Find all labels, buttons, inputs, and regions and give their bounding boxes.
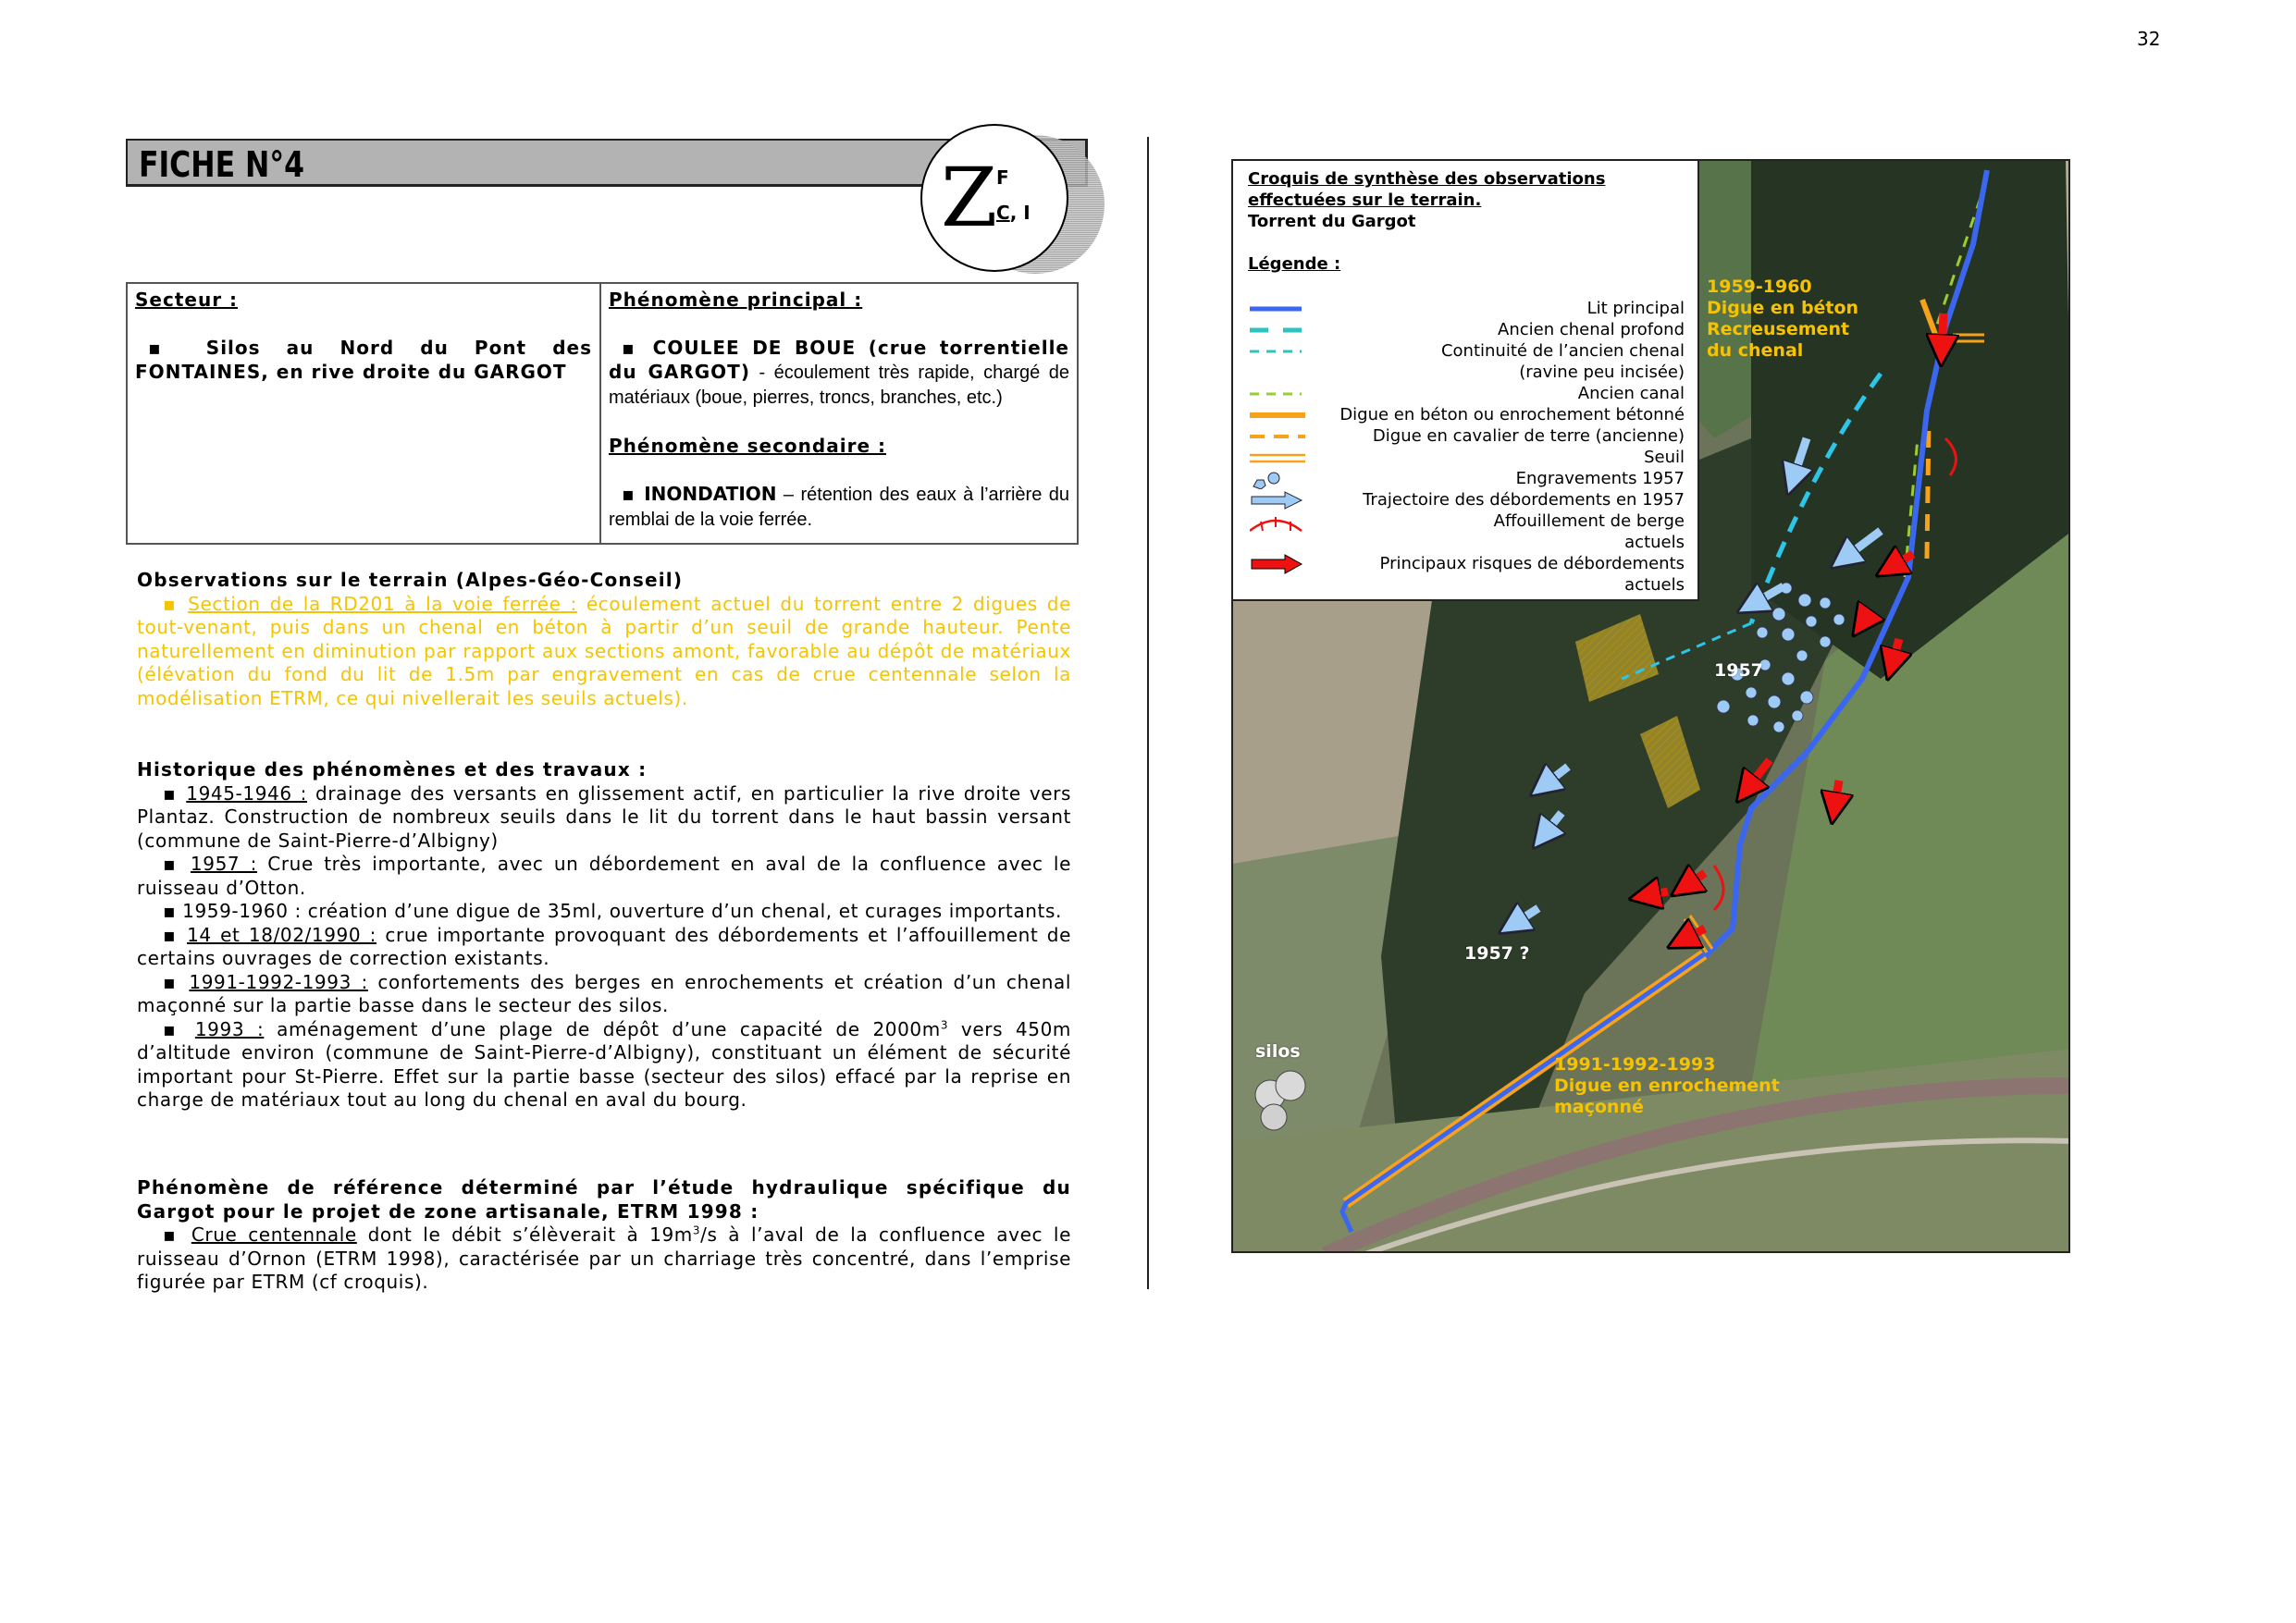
teal-long-dash-icon (1250, 319, 1305, 340)
legend-row: Trajectoire des débordements en 1957 (1233, 489, 1697, 510)
label-works-1959: 1959-1960 Digue en béton Recreusement du chenal (1707, 277, 1859, 361)
legend-row: Ancien canal (1233, 383, 1697, 404)
orange-dash-icon (1250, 425, 1305, 447)
phenomene-principal-heading: Phénomène principal : (609, 289, 863, 311)
legend-row: Principaux risques de débordements (1233, 553, 1697, 574)
historique-item: ▪ 1945-1946 : drainage des versants en glissement actif, en particulier la rive droite vers Plantaz. Construction de nombreux seuils dans le lit du torrent dans le haut bassin versant (commune de Saint-Pierre-d’Albigny) (137, 781, 1072, 852)
legend-row: (ravine peu incisée) (1519, 363, 1685, 382)
legend-row: Lit principal (1233, 298, 1697, 319)
phenomene-principal-text: ▪ COULEE DE BOUE (crue torrentielle du GARGOT) - écoulement très rapide, chargé de matériaux (boue, pierres, troncs, branches, etc.) (609, 337, 1070, 408)
zone-letter: Z (941, 150, 998, 245)
map-legend (1231, 159, 1699, 601)
observations-heading: Observations sur le terrain (Alpes-Géo-Conseil) (137, 569, 684, 591)
legend-title: Croquis de synthèse des observations effectuées sur le terrain. Torrent du Gargot Légende : (1248, 169, 1606, 274)
historique-heading: Historique des phénomènes et des travaux : (137, 758, 648, 781)
phenomene-cell (601, 284, 1077, 543)
zone-subscript: C, I (996, 202, 1031, 224)
secteur-text: ▪ Silos au Nord du Pont des FONTAINES, en rive droite du GARGOT (135, 337, 592, 383)
legend-row: Seuil (1233, 447, 1697, 468)
info-table (126, 282, 1079, 545)
scour-arc-icon (1250, 510, 1305, 532)
green-dash-icon (1250, 383, 1305, 404)
fiche-title: FICHE N°4 (139, 144, 304, 185)
label-overflow-1957: 1957 ? (1464, 943, 1530, 964)
phenomene-secondaire-text: ▪ INONDATION – rétention des eaux à l’arrière du remblai de la voie ferrée. (609, 483, 1069, 530)
column-divider (1147, 137, 1149, 1289)
legend-row: Engravements 1957 (1233, 468, 1697, 489)
zone-badge (920, 124, 1068, 272)
orange-solid-line-icon (1250, 404, 1305, 425)
legend-rows (1233, 298, 1697, 596)
legend-row: actuels (1624, 575, 1685, 595)
legend-row: Digue en cavalier de terre (ancienne) (1233, 425, 1697, 447)
secteur-heading: Secteur : (135, 289, 239, 311)
legend-row: Continuité de l’ancien chenal (1233, 340, 1697, 362)
orange-double-line-icon (1250, 447, 1305, 468)
secteur-cell (128, 284, 601, 543)
zone-superscript: F (996, 166, 1009, 189)
historique-section (137, 758, 1071, 1113)
reference-section (137, 1176, 1071, 1295)
legend-row: actuels (1624, 533, 1685, 552)
red-arrow-icon (1250, 553, 1305, 574)
legend-row: Affouillement de berge (1233, 510, 1697, 532)
label-silos: silos (1255, 1041, 1301, 1062)
label-works-1991: 1991-1992-1993 Digue en enrochement maçonné (1554, 1054, 1780, 1117)
reference-item: ▪ Crue centennale dont le débit s’élèverait à $19m^3/s$ à l’aval de la confluence avec le ruisseau d’Ornon (ETRM 1998), caractérisée par un charriage très concentré, dans l’emprise figurée par ETRM (cf croquis). (137, 1223, 1071, 1293)
teal-short-dash-icon (1250, 340, 1305, 362)
historique-item: ▪ 1991-1992-1993 : confortements des berges en enrochements et création d’un chenal maçonné sur la partie basse dans le secteur des silos. (137, 970, 1071, 1016)
historique-item: ▪ 1993 : aménagement d’une plage de dépôt d’une capacité de $2000m^3$ vers 450m d’altitude environ (commune de Saint-Pierre-d’Albigny), constituant un élément de sécurité important pour St-Pierre. Effet sur la partie basse (secteur des silos) effacé par la reprise en charge de matériaux tout au long du chenal en aval du bourg. (137, 1017, 1071, 1111)
label-deposit-1957: 1957 (1714, 660, 1763, 681)
pebbles-icon (1250, 468, 1305, 489)
reference-heading: Phénomène de référence déterminé par l’étude hydraulique spécifique du Gargot pour le projet de zone artisanale, ETRM 1998 : (137, 1176, 1071, 1223)
historique-item: ▪ 1957 : Crue très importante, avec un débordement en aval de la confluence avec le ruisseau d’Otton. (137, 853, 1071, 899)
legend-row: Digue en béton ou enrochement bétonné (1233, 404, 1697, 425)
historique-item: ▪ 14 et 18/02/1990 : crue importante provoquant des débordements et l’affouillement de certains ouvrages de correction existants. (137, 923, 1071, 969)
historique-item: ▪ 1959-1960 : création d’une digue de 35ml, ouverture d’un chenal, et curages importants. (163, 900, 1062, 922)
legend-row: Ancien chenal profond (1233, 319, 1697, 340)
phenomene-secondaire-heading: Phénomène secondaire : (609, 435, 886, 457)
light-blue-arrow-icon (1250, 489, 1305, 510)
observations-section (137, 569, 1071, 710)
solid-blue-line-icon (1250, 298, 1305, 319)
page-number: 32 (2137, 28, 2161, 50)
observation-item: ▪ Section de la RD201 à la voie ferrée : écoulement actuel du torrent entre 2 digues de tout-venant, puis dans un chenal en béton à partir d’un seuil de grande hauteur. Pente naturellement en diminution par rapport aux sections amont, favorable au dépôt de matériaux (élévation du fond du lit de 1.5m par engravement en cas de crue centennale selon la modélisation ETRM, ce qui nivellerait les seuils actuels). (137, 592, 1071, 709)
